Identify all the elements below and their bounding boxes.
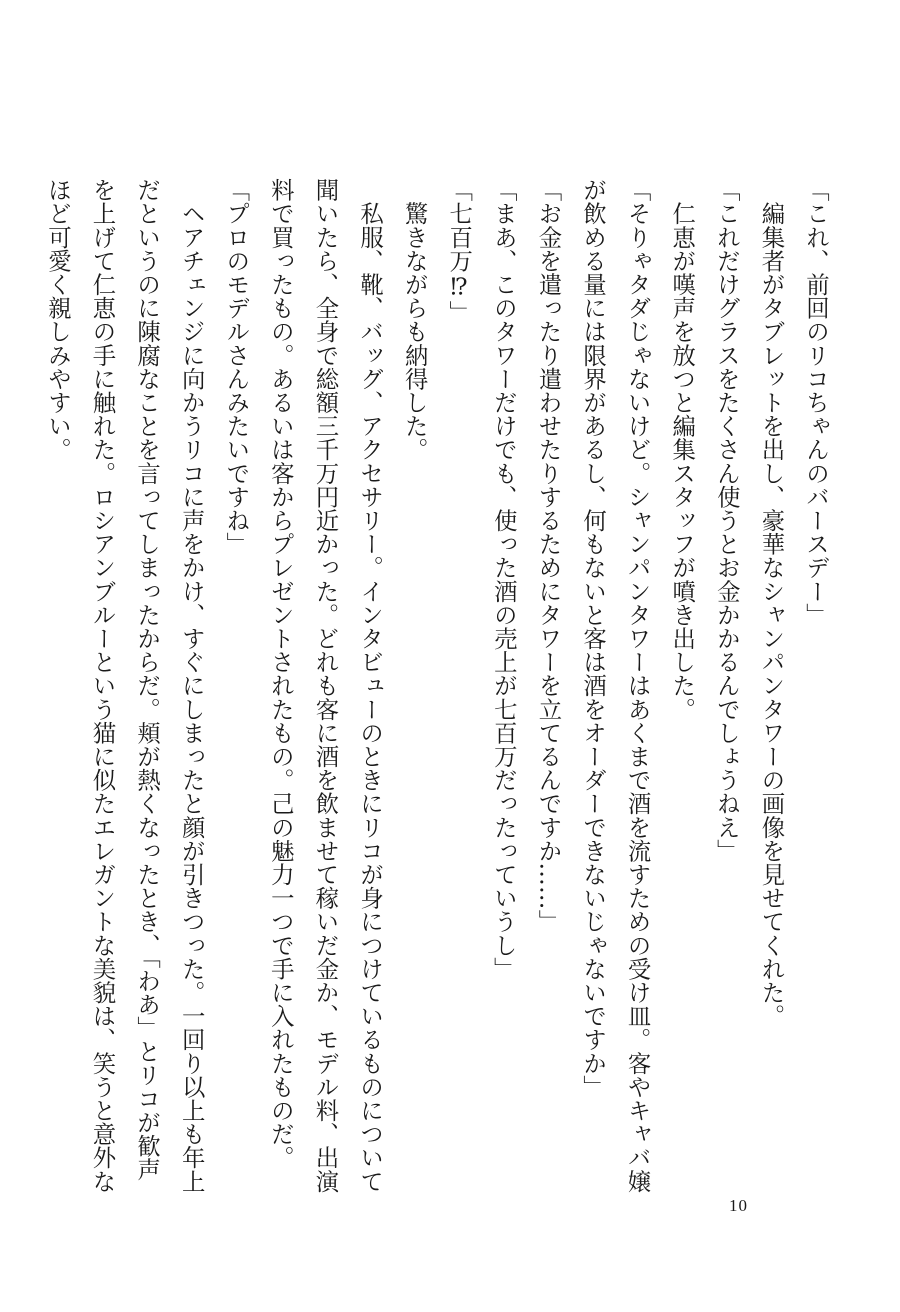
text-line: 「これ、前回のリコちゃんのバースデー」 — [802, 178, 830, 627]
text-line: 驚きながらも納得した。 — [400, 178, 429, 462]
text-line: 「七百万⁉」 — [445, 178, 474, 325]
text-line: が飲める量には限界があるし、何もないと客は酒をオーダーできないじゃないですか」 — [579, 178, 608, 1099]
text-line: ほど可愛く親しみやすい。 — [43, 178, 72, 462]
text-line: 私服、靴、バッグ、アクセサリー。インタビューのときにリコが身につけているものについて — [356, 178, 385, 1193]
text-line: だというのに陳腐なことを言ってしまったからだ。頬が熱くなったとき、「わあ」とリコが歓声 — [133, 178, 162, 1182]
text-line: を上げて仁恵の手に触れた。ロシアンブルーという猫に似たエレガントな美貌は、笑うと意外な — [88, 178, 117, 1193]
text-line: 「プロのモデルさんみたいですね」 — [222, 178, 251, 556]
text-line: 「これだけグラスをたくさん使うとお金かかるんでしょうねえ」 — [712, 178, 741, 863]
text-line: 編集者がタブレットを出し、豪華なシャンパンタワーの画像を見せてくれた。 — [757, 178, 786, 1028]
text-line: 聞いたら、全身で総額三千万円近かった。どれも客に酒を飲ませて稼いだ金か、モデル料、出演 — [311, 178, 340, 1193]
page-number: 10 — [729, 1196, 748, 1215]
text-line: ヘアチェンジに向かうリコに声をかけ、すぐにしまったと顔が引きつった。一回り以上も年上 — [177, 178, 206, 1193]
text-line: 「そりゃタダじゃないけど。シャンパンタワーはあくまで酒を流すための受け皿。客やキャバ嬢 — [623, 178, 652, 1193]
text-line: 料で買ったもの。あるいは客からプレゼントされたもの。己の魅力一つで手に入れたものだ。 — [266, 178, 295, 1170]
text-line: 「お金を遣ったり遣わせたりするためにタワーを立てるんですか……」 — [534, 178, 563, 934]
text-line: 仁恵が嘆声を放つと編集スタッフが噴き出した。 — [668, 178, 697, 721]
text-line: 「まあ、このタワーだけでも、使った酒の売上が七百万だったっていうし」 — [489, 178, 518, 981]
body-text — [43, 178, 838, 1193]
